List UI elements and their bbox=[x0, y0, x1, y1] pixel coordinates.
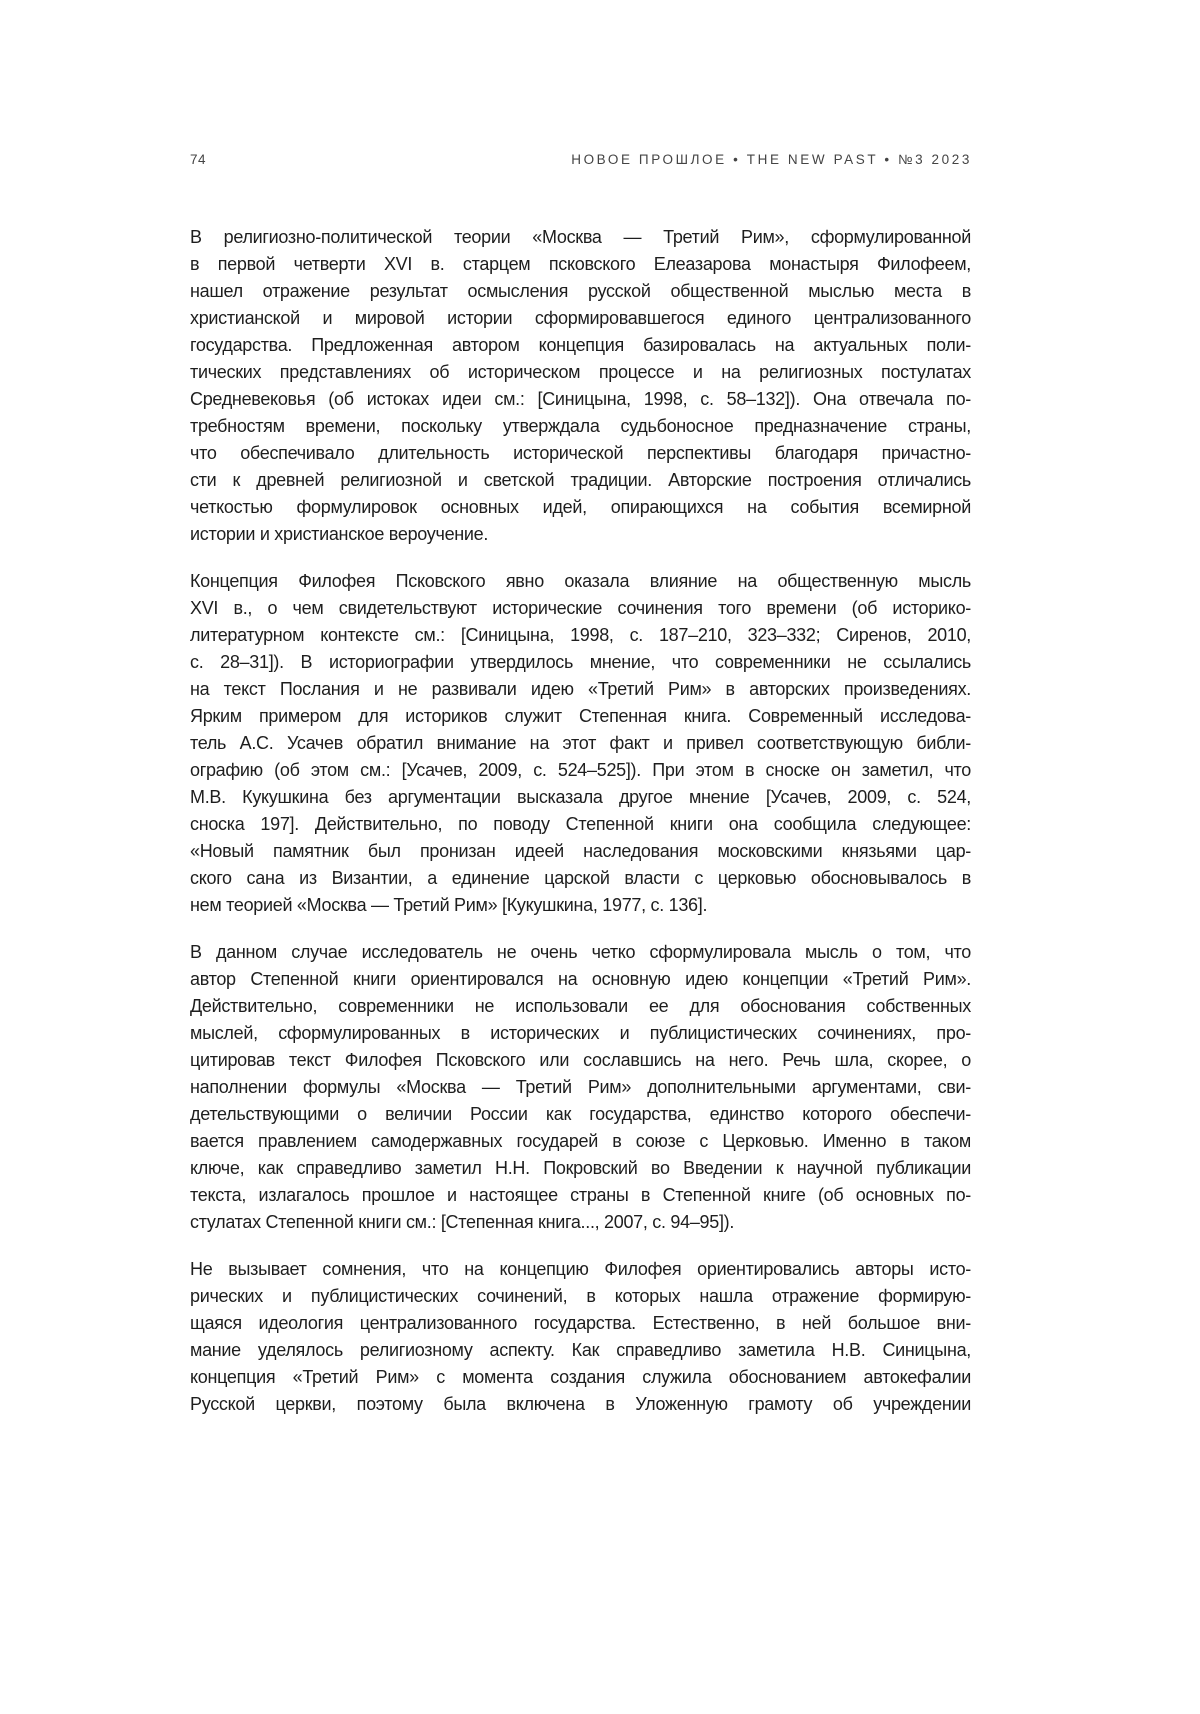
text-line: мыслей, сформулированных в исторических и публицистических сочинениях, про- bbox=[190, 1020, 971, 1047]
text-line: нашел отражение результат осмысления русской общественной мыслью места в bbox=[190, 278, 971, 305]
text-line: сти к древней религиозной и светской традиции. Авторские построения отличались bbox=[190, 467, 971, 494]
text-line: тель А.С. Усачев обратил внимание на этот факт и привел соответствующую библи- bbox=[190, 730, 971, 757]
text-line: цитировав текст Филофея Псковского или сославшись на него. Речь шла, скорее, о bbox=[190, 1047, 971, 1074]
text-line: М.В. Кукушкина без аргументации высказала другое мнение [Усачев, 2009, с. 524, bbox=[190, 784, 971, 811]
text-line: четкостью формулировок основных идей, опирающихся на события всемирной bbox=[190, 494, 971, 521]
text-line: требностям времени, поскольку утверждала судьбоносное предназначение страны, bbox=[190, 413, 971, 440]
text-line: Действительно, современники не использовали ее для обоснования собственных bbox=[190, 993, 971, 1020]
text-line: В данном случае исследователь не очень четко сформулировала мысль о том, что bbox=[190, 939, 971, 966]
paragraph bbox=[190, 224, 971, 548]
text-line: что обеспечивало длительность исторической перспективы благодаря причастно- bbox=[190, 440, 971, 467]
text-line: щаяся идеология централизованного государства. Естественно, в ней большое вни- bbox=[190, 1310, 971, 1337]
text-line: в первой четверти XVI в. старцем псковского Елеазарова монастыря Филофеем, bbox=[190, 251, 971, 278]
article-body bbox=[190, 224, 971, 1438]
text-line: литературном контексте см.: [Синицына, 1998, с. 187–210, 323–332; Сиренов, 2010, bbox=[190, 622, 971, 649]
page-number: 74 bbox=[190, 152, 206, 167]
text-line: тических представлениях об историческом процессе и на религиозных постулатах bbox=[190, 359, 971, 386]
text-line: наполнении формулы «Москва — Третий Рим» дополнительными аргументами, сви- bbox=[190, 1074, 971, 1101]
text-line: рических и публицистических сочинений, в которых нашла отражение формирую- bbox=[190, 1283, 971, 1310]
text-line: Концепция Филофея Псковского явно оказала влияние на общественную мысль bbox=[190, 568, 971, 595]
text-line: на текст Послания и не развивали идею «Третий Рим» в авторских произведениях. bbox=[190, 676, 971, 703]
paragraph bbox=[190, 568, 971, 919]
text-line: Средневековья (об истоках идеи см.: [Синицына, 1998, с. 58–132]). Она отвечала по- bbox=[190, 386, 971, 413]
text-line: детельствующими о величии России как государства, единство которого обеспечи- bbox=[190, 1101, 971, 1128]
text-line: вается правлением самодержавных государей в союзе с Церковью. Именно в таком bbox=[190, 1128, 971, 1155]
text-line: XVI в., о чем свидетельствуют исторические сочинения того времени (об историко- bbox=[190, 595, 971, 622]
paragraph bbox=[190, 939, 971, 1236]
text-line: ографию (об этом см.: [Усачев, 2009, с. 524–525]). При этом в сноске он заметил, что bbox=[190, 757, 971, 784]
text-line: с. 28–31]). В историографии утвердилось мнение, что современники не ссылались bbox=[190, 649, 971, 676]
text-line: Русской церкви, поэтому была включена в Уложенную грамоту об учреждении bbox=[190, 1391, 971, 1418]
text-line: Не вызывает сомнения, что на концепцию Филофея ориентировались авторы исто- bbox=[190, 1256, 971, 1283]
text-line: текста, излагалось прошлое и настоящее страны в Степенной книге (об основных по- bbox=[190, 1182, 971, 1209]
text-line: сноска 197]. Действительно, по поводу Степенной книги она сообщила следующее: bbox=[190, 811, 971, 838]
text-line: автор Степенной книги ориентировался на основную идею концепции «Третий Рим». bbox=[190, 966, 971, 993]
text-line: В религиозно-политической теории «Москва — Третий Рим», сформулированной bbox=[190, 224, 971, 251]
text-line: Ярким примером для историков служит Степенная книга. Современный исследова- bbox=[190, 703, 971, 730]
running-header: НОВОЕ ПРОШЛОЕ • THE NEW PAST • №3 2023 bbox=[571, 152, 972, 167]
text-line: нем теорией «Москва — Третий Рим» [Кукушкина, 1977, с. 136]. bbox=[190, 892, 971, 919]
text-line: истории и христианское вероучение. bbox=[190, 521, 971, 548]
paragraph bbox=[190, 1256, 971, 1418]
text-line: «Новый памятник был пронизан идеей наследования московскими князьями цар- bbox=[190, 838, 971, 865]
text-line: стулатах Степенной книги см.: [Степенная книга..., 2007, с. 94–95]). bbox=[190, 1209, 971, 1236]
text-line: ского сана из Византии, а единение царской власти с церковью обосновывалось в bbox=[190, 865, 971, 892]
text-line: мание уделялось религиозному аспекту. Как справедливо заметила Н.В. Синицына, bbox=[190, 1337, 971, 1364]
text-line: ключе, как справедливо заметил Н.Н. Покровский во Введении к научной публикации bbox=[190, 1155, 971, 1182]
text-line: государства. Предложенная автором концепция базировалась на актуальных поли- bbox=[190, 332, 971, 359]
text-line: концепция «Третий Рим» с момента создания служила обоснованием автокефалии bbox=[190, 1364, 971, 1391]
text-line: христианской и мировой истории сформировавшегося единого централизованного bbox=[190, 305, 971, 332]
